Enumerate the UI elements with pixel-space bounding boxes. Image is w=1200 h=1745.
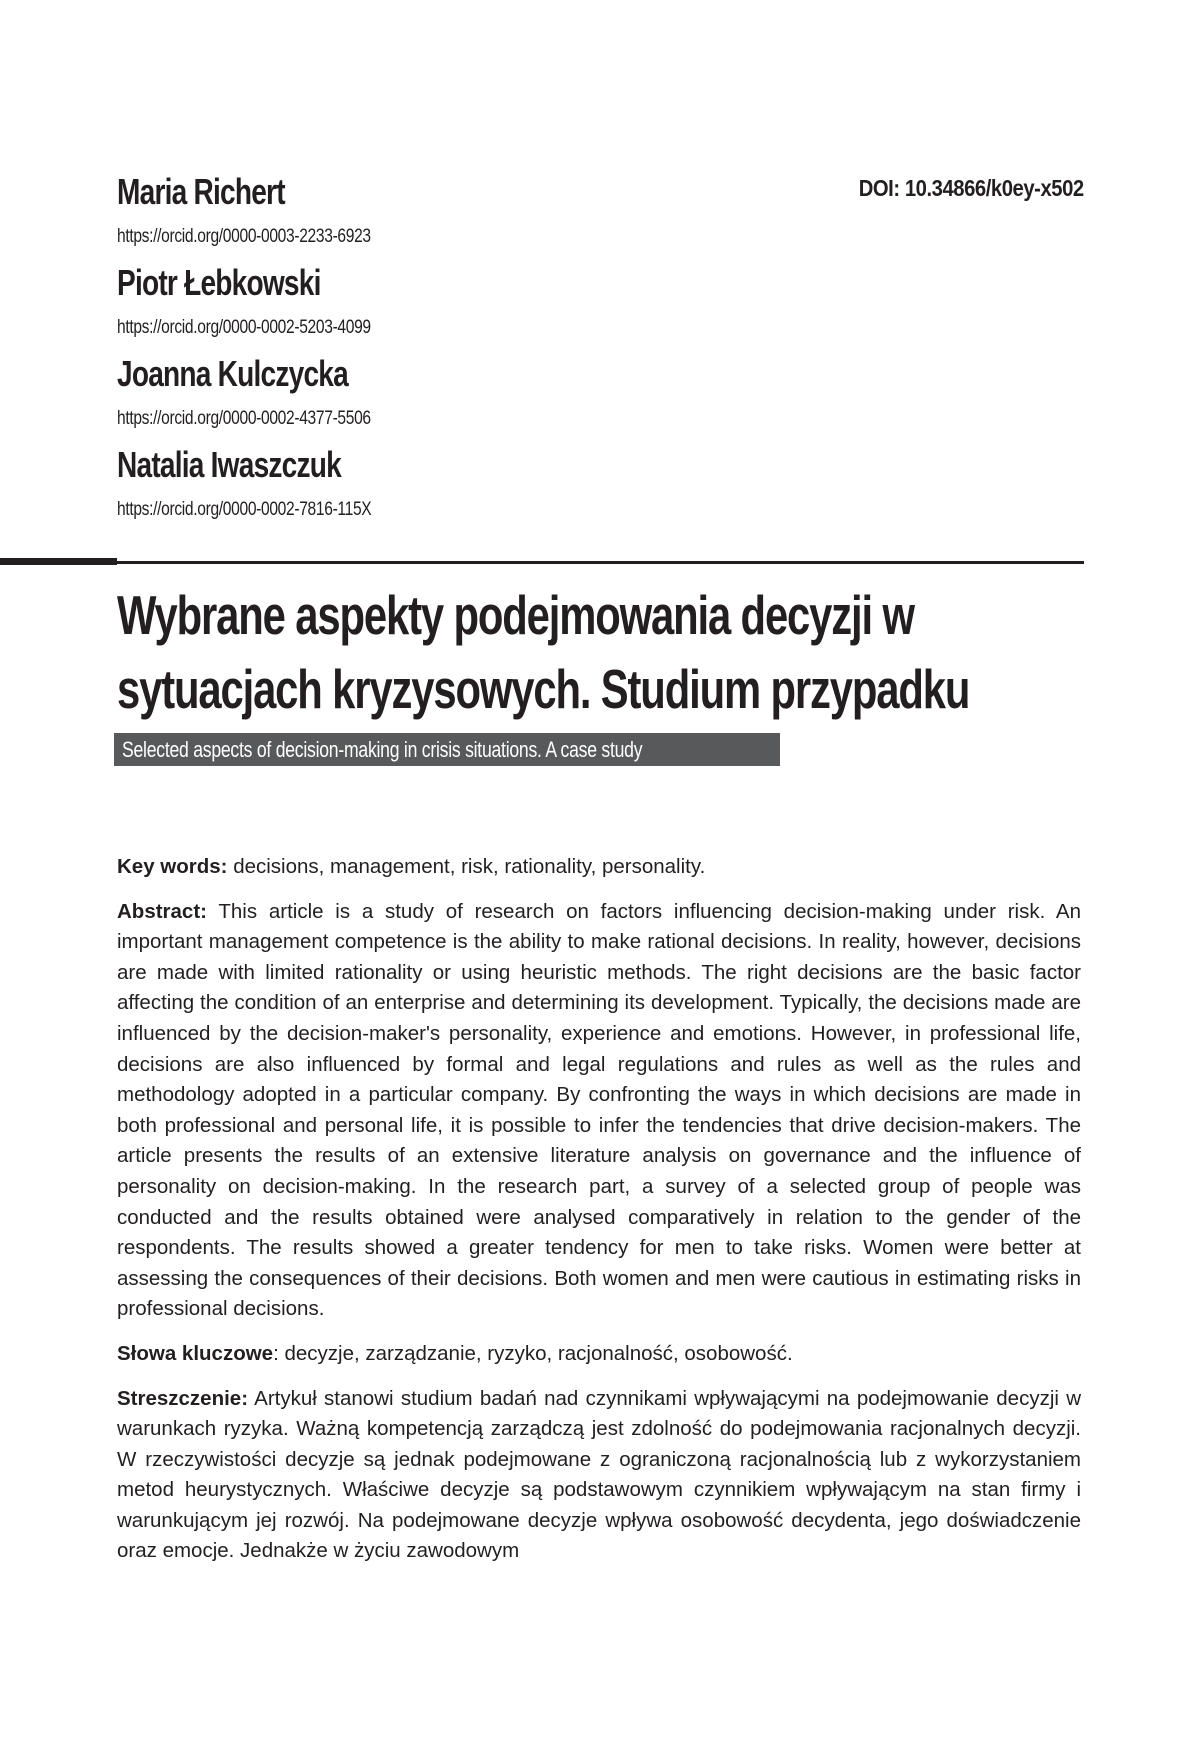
author-orcid-link[interactable]: https://orcid.org/0000-0002-5203-4099 [117, 317, 371, 338]
abstract-en [117, 897, 1081, 1325]
keywords-en [117, 852, 1081, 883]
abstract-pl-label: Streszczenie: [117, 1386, 249, 1410]
doi: DOI: 10.34866/k0ey-x502 [858, 175, 1084, 201]
abstract-en-label: Abstract: [117, 899, 207, 923]
author-orcid-link[interactable]: https://orcid.org/0000-0002-7816-115X [117, 499, 372, 520]
author-entry [117, 170, 737, 260]
author-orcid-link[interactable]: https://orcid.org/0000-0003-2233-6923 [117, 226, 371, 247]
author-name: Maria Richert [117, 171, 285, 212]
keywords-pl [117, 1339, 1081, 1370]
author-name: Piotr Łebkowski [117, 262, 321, 303]
english-subtitle [114, 733, 780, 766]
author-entry [117, 261, 737, 351]
abstract-pl-text: Artykuł stanowi studium badań nad czynnikami wpływającymi na podejmowanie decyzji w warunkach ryzyka. Ważną kompetencją zarządczą jest zdolność do podejmowania racjonalnych decyzji. W rzeczywistości decyzje są jednak podejmowane z ograniczoną racjonalnością lub z wykorzystaniem metod heurystycznych. Właściwe decyzje są podstawowym czynnikiem wpływającym na stan firmy i warunkującym jej rozwój. Na podejmowane decyzje wpływa osobowość decydenta, jego doświadczenie oraz emocje. Jednakże w życiu zawodowym [117, 1386, 1081, 1563]
author-entry [117, 443, 737, 533]
keywords-pl-label: Słowa kluczowe [117, 1341, 274, 1365]
author-orcid-link[interactable]: https://orcid.org/0000-0002-4377-5506 [117, 408, 371, 429]
keywords-en-label: Key words: [117, 855, 228, 878]
section-rule [117, 561, 1084, 564]
author-name: Joanna Kulczycka [117, 353, 348, 394]
article-body [117, 852, 1081, 1613]
abstract-en-text: This article is a study of research on factors influencing decision-making under risk. An important management competence is the ability to make rational decisions. In reality, however, decisions are made with limited rationality or using heuristic methods. The right decisions are the basic factor affecting the condition of an enterprise and determining its development. Typically, the decisions made are influenced by the decision-maker's personality, experience and emotions. However, in professional life, decisions are also influenced by formal and legal regulations and rules as well as the rules and methodology adopted in a particular company. By confronting the ways in which decisions are made in both professional and personal life, it is possible to infer the tendencies that drive decision-makers. The article presents the results of an extensive literature analysis on governance and the influence of personality on decision-making. In the research part, a survey of a selected group of people was conducted and the results obtained were analysed comparatively in relation to the gender of the respondents. The results showed a greater tendency for men to take risks. Women were better at assessing the consequences of their decisions. Both women and men were cautious in estimating risks in professional decisions. [117, 899, 1081, 1321]
section-rule-accent [0, 558, 117, 565]
english-subtitle-text: Selected aspects of decision-making in crisis situations. A case study [122, 737, 643, 762]
author-name: Natalia Iwaszczuk [117, 444, 341, 485]
keywords-pl-text: : decyzje, zarządzanie, ryzyko, racjonalność, osobowość. [273, 1341, 793, 1365]
abstract-pl [117, 1384, 1081, 1599]
keywords-en-text: decisions, management, risk, rationality, personality. [227, 855, 706, 878]
author-list [117, 170, 737, 534]
author-entry [117, 352, 737, 442]
article-title: Wybrane aspekty podejmowania decyzji w sytuacjach kryzysowych. Studium przypadku [117, 584, 970, 720]
